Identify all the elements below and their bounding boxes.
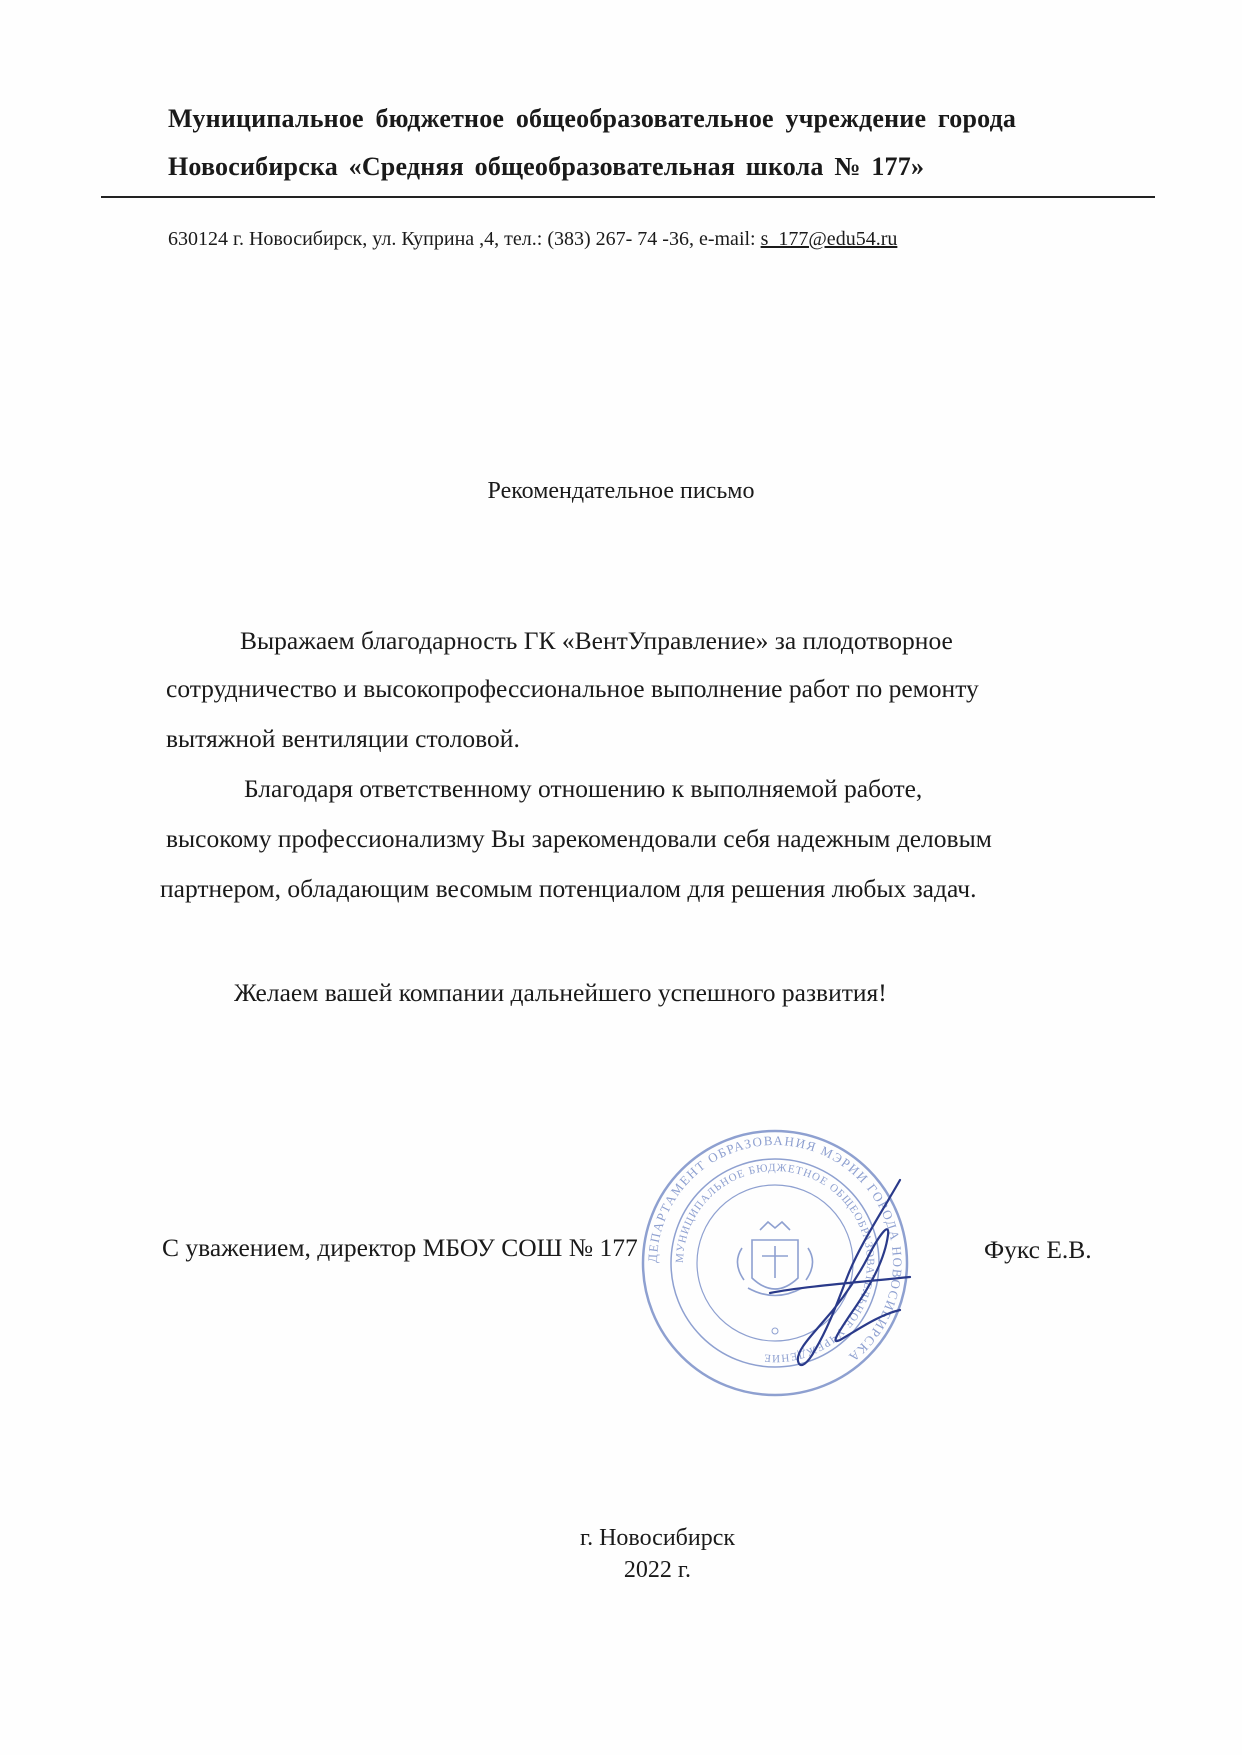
body-paragraph-1-line-3: вытяжной вентиляции столовой. (166, 724, 520, 753)
institution-name-line1: Муниципальное бюджетное общеобразовательное учреждение города (168, 104, 1017, 133)
document-title: Рекомендательное письмо (487, 478, 755, 504)
body-paragraph-1-line-1: Выражаем благодарность ГК «ВентУправление» за плодотворное (240, 626, 953, 655)
contact-email: s_177@edu54.ru (760, 228, 898, 250)
contact-details (168, 228, 897, 251)
header-divider (101, 196, 1155, 198)
footer-city: г. Новосибирск (579, 1525, 736, 1551)
institution-name-line2: Новосибирска «Средняя общеобразовательная школа № 177» (168, 152, 925, 181)
body-paragraph-2-line-2: высокому профессионализму Вы зарекомендовали себя надежным деловым (166, 824, 992, 853)
signer-name: Фукс Е.В. (984, 1235, 1092, 1264)
signature-line: С уважением, директор МБОУ СОШ № 177 (162, 1233, 638, 1262)
handwritten-signature (760, 1175, 930, 1375)
contact-address: 630124 г. Новосибирск, ул. Куприна ,4, тел.: (383) 267- 74 -36, e-mail: (168, 228, 761, 250)
body-paragraph-1-line-2: сотрудничество и высокопрофессиональное выполнение работ по ремонту (166, 674, 979, 703)
stamp-outer-text: ДЕПАРТАМЕНТ ОБРАЗОВАНИЯ МЭРИИ ГОРОДА НОВОСИБИРСКА (644, 1132, 906, 1366)
footer-year: 2022 г. (623, 1557, 692, 1583)
body-paragraph-2-line-3: партнером, обладающим весомым потенциалом для решения любых задач. (160, 874, 977, 903)
body-paragraph-3: Желаем вашей компании дальнейшего успешного развития! (234, 978, 887, 1007)
stamp-inner-text: МУНИЦИПАЛЬНОЕ БЮДЖЕТНОЕ ОБЩЕОБРАЗОВАТЕЛЬНОЕ УЧРЕЖДЕНИЕ (673, 1161, 877, 1365)
body-paragraph-2-line-1: Благодаря ответственному отношению к выполняемой работе, (244, 774, 923, 803)
